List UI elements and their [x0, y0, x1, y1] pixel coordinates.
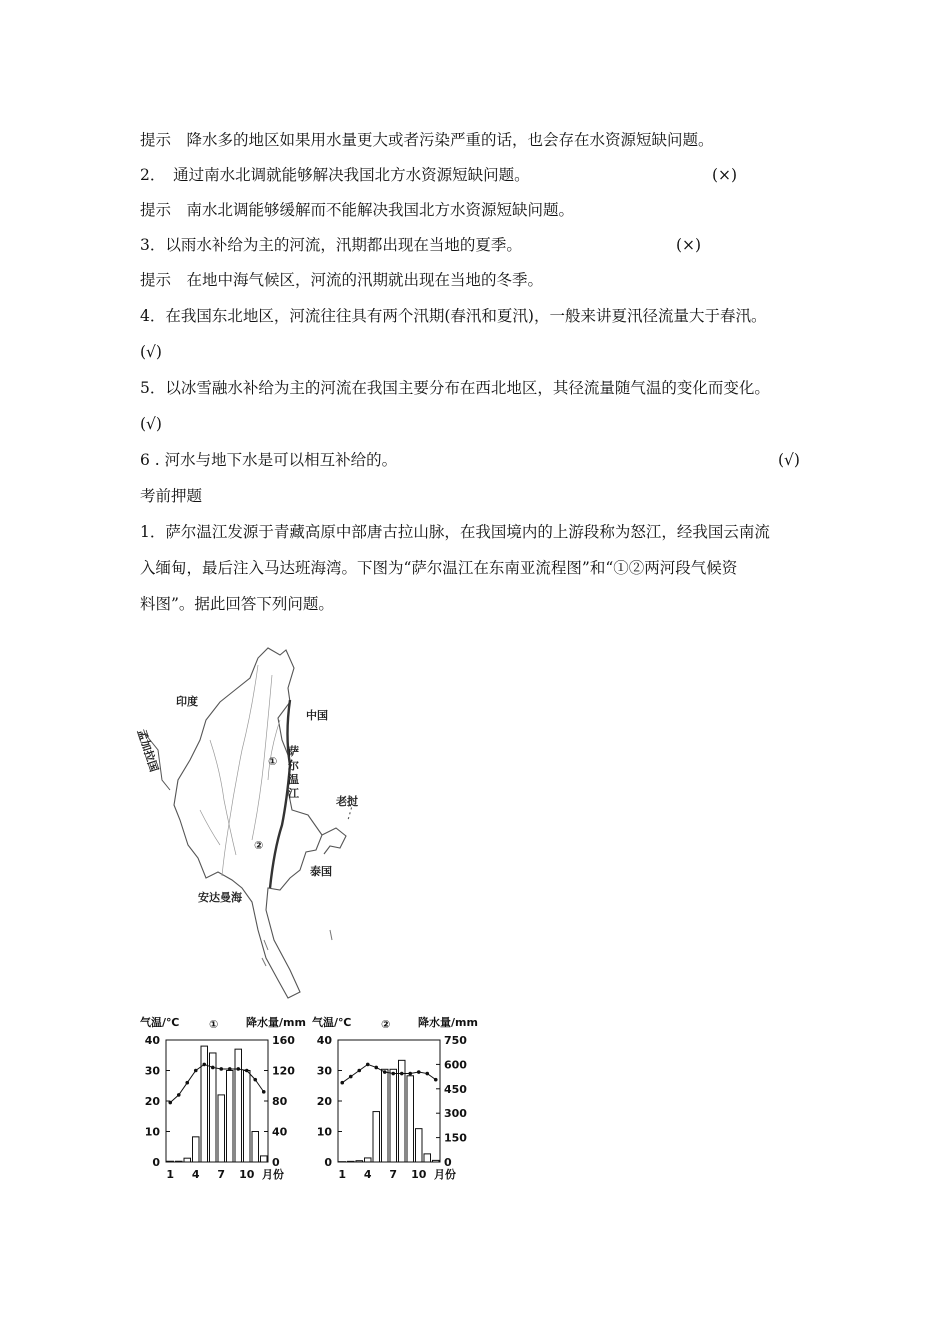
temp-point	[211, 1066, 215, 1070]
temp-point	[425, 1072, 429, 1076]
label-salween-4: 江	[288, 787, 299, 800]
text-line: 6 . 河水与地下水是可以相互补给的。	[140, 451, 398, 469]
temp-point	[168, 1101, 172, 1105]
text-line: (√)	[140, 343, 162, 361]
chart-title: ①	[209, 1018, 219, 1031]
temp-tick-label: 20	[316, 1095, 332, 1108]
precip-bar	[348, 1161, 355, 1162]
salween-river-map	[134, 640, 380, 1005]
precip-tick-label: 600	[444, 1058, 467, 1072]
label-india: 印度	[176, 695, 198, 708]
answer-mark: (√)	[778, 451, 800, 469]
precip-bar	[227, 1071, 234, 1163]
precip-tick-label: 150	[444, 1131, 467, 1145]
temp-point	[262, 1090, 266, 1094]
temp-point	[236, 1067, 240, 1071]
climate-chart-2	[312, 1012, 487, 1191]
precip-bar	[193, 1137, 200, 1162]
precip-bar	[433, 1160, 440, 1162]
temp-line	[342, 1064, 436, 1082]
x-axis-title: 月份	[262, 1168, 284, 1181]
text-line: 提示 南水北调能够缓解而不能解决我国北方水资源短缺问题。	[140, 201, 575, 219]
temp-tick-label: 0	[152, 1156, 160, 1169]
temp-point	[185, 1081, 189, 1085]
temp-point	[357, 1069, 361, 1073]
climate-chart-1	[140, 1012, 310, 1191]
temp-point	[374, 1066, 378, 1070]
precip-bar	[416, 1129, 423, 1162]
precip-bar	[252, 1132, 259, 1163]
label-marker-2: ②	[254, 839, 264, 852]
precip-bar	[399, 1060, 406, 1162]
precip-bar	[424, 1154, 431, 1162]
plot-frame	[338, 1040, 440, 1162]
temp-point	[434, 1078, 438, 1082]
precip-bar	[365, 1158, 372, 1162]
temp-tick-label: 30	[144, 1064, 160, 1078]
precip-bar	[184, 1158, 191, 1162]
text-line: 提示 在地中海气候区，河流的汛期就出现在当地的冬季。	[140, 271, 544, 289]
temp-tick-label: 40	[316, 1034, 332, 1047]
month-tick-label: 10	[411, 1168, 427, 1181]
precip-tick-label: 80	[272, 1095, 288, 1108]
right-axis-title: 降水量/mm	[418, 1016, 478, 1029]
temp-point	[177, 1093, 181, 1097]
climate-chart-1-svg	[140, 1012, 310, 1187]
precip-tick-label: 300	[444, 1107, 467, 1121]
temp-point	[202, 1063, 206, 1067]
precip-bar	[218, 1095, 225, 1162]
month-tick-label: 4	[191, 1168, 200, 1181]
label-salween-3: 温	[288, 773, 299, 786]
label-china: 中国	[306, 709, 328, 722]
left-axis-title: 气温/℃	[312, 1016, 352, 1029]
month-tick-label: 1	[166, 1168, 175, 1181]
temp-tick-label: 30	[316, 1064, 332, 1078]
text-line: 料图”。据此回答下列问题。	[140, 595, 334, 613]
temp-point	[228, 1067, 232, 1071]
text-line: 3．以雨水补给为主的河流，汛期都出现在当地的夏季。	[140, 236, 522, 254]
precip-bar	[167, 1161, 174, 1162]
temp-point	[400, 1072, 404, 1076]
temp-tick-label: 40	[144, 1034, 160, 1047]
precip-bar	[261, 1156, 268, 1162]
precip-bar	[244, 1071, 251, 1163]
text-line: 4．在我国东北地区，河流往往具有两个汛期(春汛和夏汛)，一般来讲夏汛径流量大于春汛。	[140, 307, 767, 325]
label-laos: 老挝	[336, 795, 358, 808]
month-tick-label: 1	[338, 1168, 347, 1181]
precip-bar	[382, 1069, 389, 1162]
temp-tick-label: 10	[316, 1125, 332, 1139]
precip-bar	[373, 1112, 380, 1162]
label-thailand: 泰国	[310, 865, 332, 878]
answer-mark: (×)	[676, 236, 702, 254]
x-axis-title: 月份	[434, 1168, 456, 1181]
temp-point	[219, 1067, 223, 1071]
temp-point	[408, 1072, 412, 1076]
text-line: 提示 降水多的地区如果用水量更大或者污染严重的话，也会存在水资源短缺问题。	[140, 131, 714, 149]
temp-tick-label: 0	[324, 1156, 332, 1169]
label-salween-2: 尔	[288, 759, 299, 772]
answer-mark: (×)	[712, 166, 738, 184]
temp-tick-label: 10	[144, 1125, 160, 1139]
label-marker-1: ①	[268, 755, 278, 768]
temp-point	[245, 1069, 249, 1073]
month-tick-label: 7	[217, 1168, 226, 1181]
text-line: (√)	[140, 415, 162, 433]
month-tick-label: 4	[363, 1168, 372, 1181]
text-line: 2． 通过南水北调就能够解决我国北方水资源短缺问题。	[140, 166, 530, 184]
temp-point	[391, 1072, 395, 1076]
label-bangladesh: 孟加拉国	[134, 727, 161, 774]
precip-bar	[210, 1053, 217, 1162]
text-line: 5．以冰雪融水补给为主的河流在我国主要分布在西北地区，其径流量随气温的变化而变化。	[140, 379, 770, 397]
text-line: 1．萨尔温江发源于青藏高原中部唐古拉山脉，在我国境内的上游段称为怒江，经我国云南流	[140, 523, 770, 541]
text-line: 入缅甸，最后注入马达班海湾。下图为“萨尔温江在东南亚流程图”和“①②两河段气候资	[140, 559, 738, 577]
temp-tick-label: 20	[144, 1095, 160, 1108]
precip-bar	[356, 1161, 363, 1162]
climate-chart-2-svg	[312, 1012, 487, 1187]
precip-tick-label: 40	[272, 1125, 288, 1139]
left-axis-title: 气温/℃	[140, 1016, 180, 1029]
precip-tick-label: 160	[272, 1034, 295, 1047]
temp-point	[194, 1069, 198, 1073]
right-axis-title: 降水量/mm	[246, 1016, 306, 1029]
precip-bar	[407, 1076, 414, 1162]
text-line: 考前押题	[140, 487, 203, 505]
temp-point	[417, 1070, 421, 1074]
month-tick-label: 7	[389, 1168, 398, 1181]
precip-tick-label: 750	[444, 1034, 467, 1047]
temp-point	[366, 1063, 370, 1067]
precip-bar	[235, 1049, 242, 1162]
temp-point	[253, 1078, 257, 1082]
precip-bar	[390, 1069, 397, 1162]
precip-tick-label: 0	[444, 1156, 452, 1169]
precip-tick-label: 0	[272, 1156, 280, 1169]
temp-point	[340, 1081, 344, 1085]
precip-tick-label: 120	[272, 1064, 295, 1078]
precip-bar	[176, 1161, 183, 1162]
chart-title: ②	[381, 1018, 391, 1031]
precip-tick-label: 450	[444, 1082, 467, 1096]
temp-point	[383, 1070, 387, 1074]
label-andaman-sea: 安达曼海	[198, 891, 242, 904]
temp-point	[349, 1075, 353, 1079]
month-tick-label: 10	[239, 1168, 255, 1181]
label-salween-1: 萨	[288, 745, 299, 758]
